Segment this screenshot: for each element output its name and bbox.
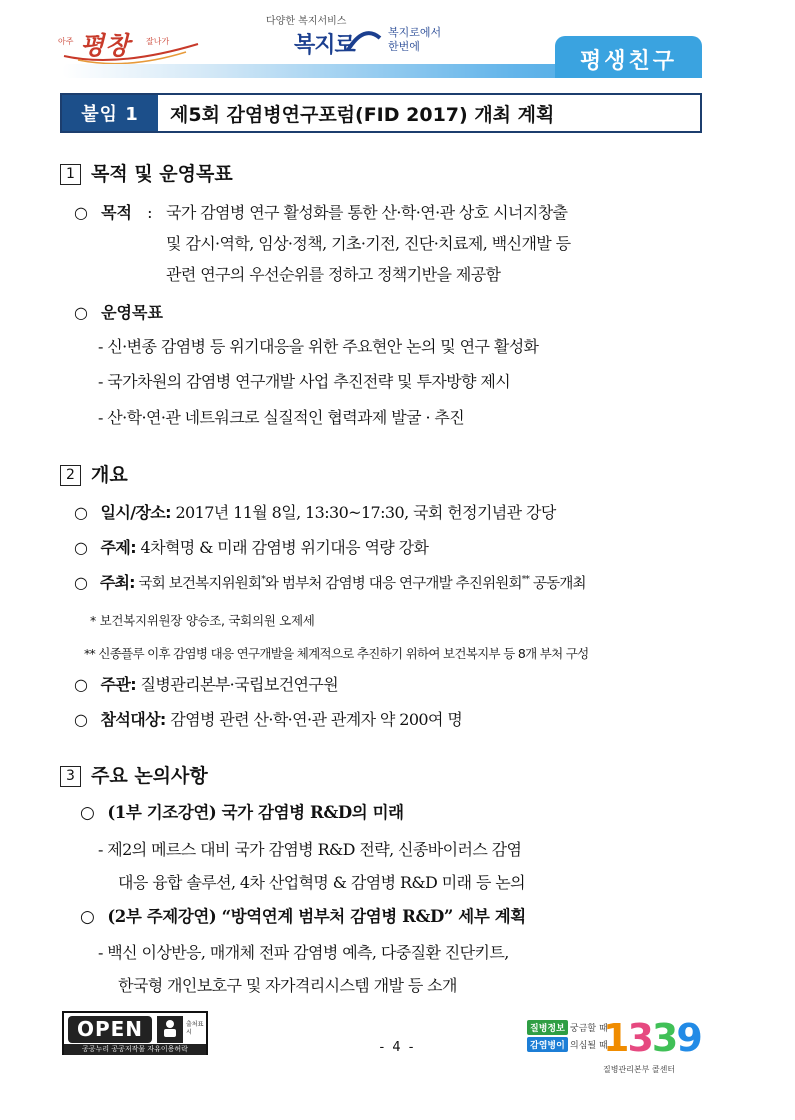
goals-item-2: - 국가차원의 감염병 연구개발 사업 추진전략 및 투자방향 제시 — [98, 372, 511, 391]
part-2-line-1: - 백신 이상반응, 매개체 전파 감염병 예측, 다중질환 진단키트, — [98, 943, 509, 962]
bullet-circle: ○ — [74, 503, 88, 522]
bullet-circle: ○ — [74, 573, 88, 592]
purpose-item — [74, 203, 153, 223]
pyeongchang-small-right: 잘나가 — [146, 37, 170, 46]
part-2-title: (2부 주제강연) “방역연계 범부처 감염병 R&D” 세부 계획 — [107, 907, 526, 926]
document-title-box — [60, 93, 702, 133]
cdc-digit-3: 3 — [651, 1016, 677, 1060]
section-heading-2 — [60, 463, 128, 487]
section-title-1: 목적 및 운영목표 — [91, 163, 233, 185]
header-tab — [555, 36, 702, 78]
host-footnote-mark-1: * — [261, 575, 265, 586]
part-1-line-2: 대응 융합 솔루션, 4차 산업혁명 & 감염병 R&D 미래 등 논의 — [118, 873, 526, 892]
bullet-circle: ○ — [74, 710, 88, 729]
part-1-title: (1부 기조강연) 국가 감염병 R&D의 미래 — [107, 803, 404, 822]
bullet-circle: ○ — [74, 303, 88, 322]
kogl-caption: 공공누리 공공저작물 자유이용허락 — [64, 1044, 206, 1055]
date-value: 2017년 11월 8일, 13:30~17:30, 국회 헌정기념관 강당 — [175, 503, 556, 522]
bullet-circle: ○ — [74, 538, 88, 557]
bokjiro-swoosh-icon — [344, 26, 384, 56]
header-tab-title: 평생친구 — [579, 49, 677, 74]
theme-label: 주제: — [100, 538, 137, 557]
overview-attendees — [74, 710, 462, 730]
purpose-line-3: 관련 연구의 우선순위를 정하고 정책기반을 제공함 — [166, 265, 501, 284]
goals-item-1: - 신·변종 감염병 등 위기대응을 위한 주요현안 논의 및 연구 활성화 — [98, 337, 539, 356]
cdc-digit-2: 3 — [627, 1016, 652, 1060]
cdc-tag-2: 감염병이 — [527, 1037, 568, 1052]
pyeongchang-wordmark: 평창 — [80, 31, 131, 60]
footnote-2: ** 신종플루 이후 감염병 대응 연구개발을 체계적으로 추진하기 위하여 보건복지부 등 8개 부처 구성 — [84, 646, 589, 661]
bokjiro-logo — [252, 12, 462, 64]
host-label: 주최: — [99, 573, 135, 592]
goals-heading — [74, 303, 163, 323]
bullet-circle: ○ — [80, 803, 95, 823]
cdc-tag-2b: 의심될 때 — [570, 1041, 608, 1051]
attendee-label: 참석대상: — [100, 710, 166, 729]
cdc-tag-1b: 궁금할 때 — [570, 1024, 608, 1034]
goals-item-3: - 산·학·연·관 네트워크로 실질적인 협력과제 발굴 · 추진 — [98, 408, 465, 427]
purpose-colon: : — [147, 203, 153, 222]
part-2-line-2: 한국형 개인보호구 및 자가격리시스템 개발 등 소개 — [118, 976, 457, 995]
purpose-line-2: 및 감시·역학, 임상·정책, 기초·기전, 진단·치료제, 백신개발 등 — [166, 234, 571, 253]
section-number-2: 2 — [60, 465, 81, 486]
bokjiro-side-line-1: 복지로에서 — [388, 26, 442, 39]
bokjiro-wordmark: 복지로 — [294, 33, 355, 58]
overview-date — [74, 503, 556, 523]
section-number-1: 1 — [60, 164, 81, 185]
cdc-digit-4: 9 — [676, 1016, 701, 1060]
section-number-3: 3 — [60, 766, 81, 787]
bokjiro-side-text — [388, 26, 441, 54]
goals-label: 운영목표 — [101, 303, 163, 322]
bullet-circle: ○ — [74, 203, 88, 222]
purpose-label: 목적 — [101, 203, 133, 222]
section-title-2: 개요 — [91, 464, 128, 486]
bullet-circle: ○ — [80, 907, 95, 927]
host-footnote-mark-2: ** — [521, 575, 530, 586]
theme-value: 4차혁명 & 미래 감염병 위기대응 역량 강화 — [140, 538, 429, 557]
cdc-tag-1: 질병정보 — [527, 1020, 568, 1035]
attachment-label: 붙임 1 — [62, 95, 158, 131]
open-wordmark: OPEN — [68, 1016, 152, 1043]
section-title-3: 주요 논의사항 — [91, 765, 208, 787]
overview-host — [74, 573, 586, 594]
bullet-circle: ○ — [74, 675, 88, 694]
kcdc-1339-logo — [527, 1012, 717, 1082]
host-value-3: 공동개최 — [532, 576, 586, 592]
overview-theme — [74, 538, 428, 558]
cdc-phone-number — [603, 1016, 701, 1060]
person-icon — [157, 1016, 183, 1043]
cdc-digit-1: 1 — [603, 1016, 628, 1060]
footnote-1: * 보건복지위원장 양승조, 국회의원 오제세 — [90, 613, 315, 628]
bokjiro-side-line-2: 한번에 — [388, 40, 420, 53]
overview-organizer — [74, 675, 338, 695]
discussion-part-2-title — [80, 907, 526, 927]
cdc-caption: 질병관리본부 콜센터 — [603, 1065, 676, 1074]
host-value-2: 와 범부처 감염병 대응 연구개발 추진위원회 — [264, 576, 522, 592]
page-header — [0, 0, 795, 90]
section-heading-1 — [60, 162, 233, 186]
section-heading-3 — [60, 764, 208, 788]
pyeongchang-small-left: 아주 — [58, 37, 74, 46]
purpose-line-1: 국가 감염병 연구 활성화를 통한 산·학·연·관 상호 시너지창출 — [166, 203, 568, 222]
attendee-value: 감염병 관련 산·학·연·관 관계자 약 200여 명 — [170, 710, 463, 729]
bokjiro-tagline: 다양한 복지서비스 — [266, 16, 347, 27]
host-value-1: 국회 보건복지위원회 — [138, 576, 262, 592]
discussion-part-1-title — [80, 803, 404, 823]
organizer-label: 주관: — [100, 675, 137, 694]
attribution-caption: 출처표시 — [186, 1021, 204, 1036]
page-number: - 4 - — [379, 1040, 416, 1055]
part-1-line-1: - 제2의 메르스 대비 국가 감염병 R&D 전략, 신종바이러스 감염 — [98, 840, 522, 859]
organizer-value: 질병관리본부·국립보건연구원 — [140, 675, 339, 694]
date-label: 일시/장소: — [100, 503, 171, 522]
document-title: 제5회 감염병연구포럼(FID 2017) 개최 계획 — [170, 103, 555, 126]
attribution-person-icon — [157, 1016, 183, 1043]
